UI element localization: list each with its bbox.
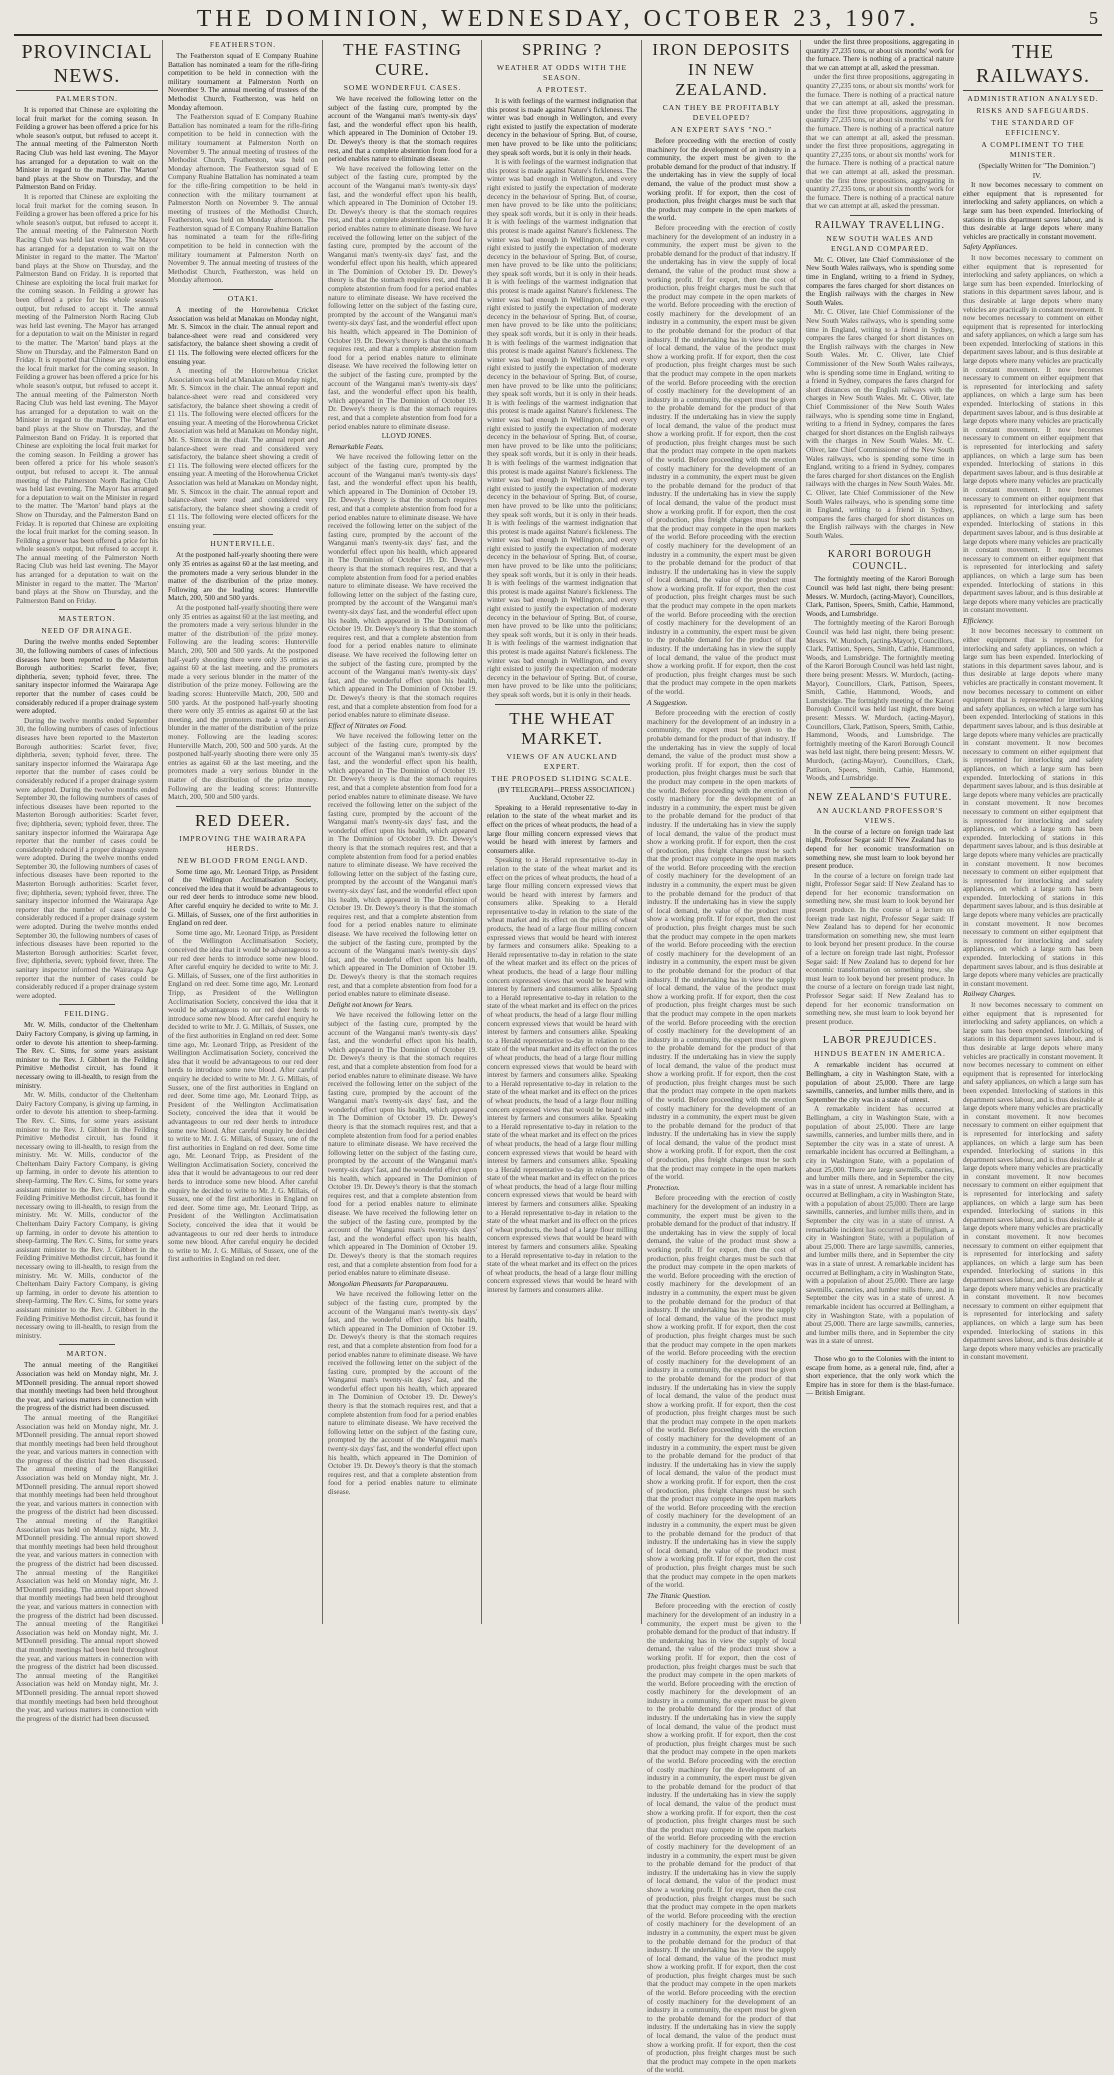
masthead-title: THE DOMINION, WEDNESDAY, OCTOBER 23, 1907. bbox=[196, 5, 920, 32]
article-subheading: NEED OF DRAINAGE. bbox=[41, 626, 133, 636]
column-rule bbox=[800, 40, 801, 1624]
article-text: Before proceeding with the erection of costly machinery for the development of an industry in a community, the expert must be given to the probable demand for the product of that industry. If the undertaking has in view the supply of local demand, the value of the product must show a working profit. If for export, then the cost of production, plus freight charges must be such that the product may compete in the open markets of the world. bbox=[647, 137, 796, 223]
article-text-continued: The fortnightly meeting of the Karori Borough Council was held last night, there being present: Messrs. W. Murdoch, (acting-Mayor), Councillors, Clark, Pattison, Speers, Smith, Cathie, Hammond, Woods, and Lumsbridge. The fortnightly meeting of the Karori Borough Council was held last night, there being present: Messrs. W. Murdoch, (acting-Mayor), Councillors, Clark, Pattison, Speers, Smith, Cathie, Hammond, Woods, and Lumsbridge. The fortnightly meeting of the Karori Borough Council was held last night, there being present: Messrs. W. Murdoch, (acting-Mayor), Councillors, Clark, Pattison, Speers, Smith, Cathie, Hammond, Woods, and Lumsbridge. The fortnightly meeting of the Karori Borough Council was held last night, there being present: Messrs. W. Murdoch, (acting-Mayor), Councillors, Clark, Pattison, Speers, Smith, Cathie, Hammond, Woods, and Lumsbridge. bbox=[806, 619, 954, 783]
article-subheading: NEW BLOOD FROM ENGLAND. bbox=[177, 855, 309, 865]
article-text: under the first three propositions, aggregating in quantity 27,235 tons, or about six months' work for the furnace. There is nothing of a practical nature that we can attempt at all, asked the pressman. bbox=[806, 38, 954, 72]
divider bbox=[850, 787, 909, 788]
article-text-continued: It is reported that Chinese are exploiting the local fruit market for the coming season. In Feilding a grower has been offered a price for his whole season's output, but refused to accept it. The annual meeting of the Palmerston North Racing Club was held last evening. The Mayor has arranged for a deputation to wait on the Minister in regard to the matter. The 'Marton' band plays at the Show on Thursday, and the Palmerston Band on Friday. It is reported that Chinese are exploiting the local fruit market for the coming season. In Feilding a grower has been offered a price for his whole season's output, but refused to accept it. The annual meeting of the Palmerston North Racing Club was held last evening. The Mayor has arranged for a deputation to wait on the Minister in regard to the matter. The 'Marton' band plays at the Show on Thursday, and the Palmerston Band on Friday. It is reported that Chinese are exploiting the local fruit market for the coming season. In Feilding a grower has been offered a price for his whole season's output, but refused to accept it. The annual meeting of the Palmerston North Racing Club was held last evening. The Mayor has arranged for a deputation to wait on the Minister in regard to the matter. The 'Marton' band plays at the Show on Thursday, and the Palmerston Band on Friday. It is reported that Chinese are exploiting the local fruit market for the coming season. In Feilding a grower has been offered a price for his whole season's output, but refused to accept it. The annual meeting of the Palmerston North Racing Club was held last evening. The Mayor has arranged for a deputation to wait on the Minister in regard to the matter. The 'Marton' band plays at the Show on Thursday, and the Palmerston Band on Friday. It is reported that Chinese are exploiting the local fruit market for the coming season. In Feilding a grower has been offered a price for his whole season's output, but refused to accept it. The annual meeting of the Palmerston North Racing Club was held last evening. The Mayor has arranged for a deputation to wait on the Minister in regard to the matter. The 'Marton' band plays at the Show on Thursday, and the Palmerston Band on Friday. bbox=[16, 192, 159, 605]
article-text: At the postponed half-yearly shooting there were only 35 entries as against 60 at the last meeting, and the promoters made a very serious blunder in the matter of the distribution of the prize money. Following are the leading scores: Hunterville Match, 200, 500 and 500 yards. bbox=[168, 551, 318, 603]
article-text: We have received the following letter on the subject of the fasting cure, prompted by the account of the Wanganui man's twenty-six days' fast, and the wonderful effect upon his health, which appeared in The Dominion of October 19. Dr. Dewey's theory is that the stomach requires rest, and that a complete abstention from food for a period enables nature to eliminate disease. bbox=[328, 95, 477, 164]
part-number: IV. bbox=[1032, 171, 1042, 180]
divider bbox=[850, 1350, 909, 1351]
column-rule bbox=[641, 40, 642, 1624]
article-text-continued: Mr. C. Oliver, late Chief Commissioner of the New South Wales railways, who is spending some time in England, writing to a friend in Sydney, compares the fares charged for short distances on the English railways with the charges in New South Wales. Mr. C. Oliver, late Chief Commissioner of the New South Wales railways, who is spending some time in England, writing to a friend in Sydney, compares the fares charged for short distances on the English railways with the charges in New South Wales. Mr. C. Oliver, late Chief Commissioner of the New South Wales railways, who is spending some time in England, writing to a friend in Sydney, compares the fares charged for short distances on the English railways with the charges in New South Wales. Mr. C. Oliver, late Chief Commissioner of the New South Wales railways, who is spending some time in England, writing to a friend in Sydney, compares the fares charged for short distances on the English railways with the charges in New South Wales. Mr. C. Oliver, late Chief Commissioner of the New South Wales railways, who is spending some time in England, writing to a friend in Sydney, compares the fares charged for short distances on the English railways with the charges in New South Wales. bbox=[806, 308, 955, 540]
article-text-continued: Before proceeding with the erection of costly machinery for the development of an industry in a community, the expert must be given to the probable demand for the product of that industry. If the undertaking has in view the supply of local demand, the value of the product must show a working profit. If for export, then the cost of production, plus freight charges must be such that the product may compete in the open markets of the world. Before proceeding with the erection of costly machinery for the development of an industry in a community, the expert must be given to the probable demand for the product of that industry. If the undertaking has in view the supply of local demand, the value of the product must show a working profit. If for export, then the cost of production, plus freight charges must be such that the product may compete in the open markets of the world. Before proceeding with the erection of costly machinery for the development of an industry in a community, the expert must be given to the probable demand for the product of that industry. If the undertaking has in view the supply of local demand, the value of the product must show a working profit. If for export, then the cost of production, plus freight charges must be such that the product may compete in the open markets of the world. Before proceeding with the erection of costly machinery for the development of an industry in a community, the expert must be given to the probable demand for the product of that industry. If the undertaking has in view the supply of local demand, the value of the product must show a working profit. If for export, then the cost of production, plus freight charges must be such that the product may compete in the open markets of the world. Before proceeding with the erection of costly machinery for the development of an industry in a community, the expert must be given to the probable demand for the product of that industry. If the undertaking has in view the supply of local demand, the value of the product must show a working profit. If for export, then the cost of production, plus freight charges must be such that the product may compete in the open markets of the world. Before proceeding with the erection of costly machinery for the development of an industry in a community, the expert must be given to the probable demand for the product of that industry. If the undertaking has in view the supply of local demand, the value of the product must show a working profit. If for export, then the cost of production, plus freight charges must be such that the product may compete in the open markets of the world. bbox=[647, 223, 796, 696]
article-subheading: AN EXPERT SAYS "NO." bbox=[670, 125, 773, 134]
section-subhead: Mongolian Pheasants for Paraparaumu. bbox=[328, 1278, 449, 1288]
byline: (Specially Written for "The Dominion.") bbox=[978, 162, 1096, 170]
article-subheading: SOME WONDERFUL CASES. bbox=[343, 83, 462, 92]
article-heading: PALMERSTON. bbox=[55, 94, 119, 103]
article-text-continued: Before proceeding with the erection of costly machinery for the development of an industry in a community, the expert must be given to the probable demand for the product of that industry. If the undertaking has in view the supply of local demand, the value of the product must show a working profit. If for export, then the cost of production, plus freight charges must be such that the product may compete in the open markets of the world. Before proceeding with the erection of costly machinery for the development of an industry in a community, the expert must be given to the probable demand for the product of that industry. If the undertaking has in view the supply of local demand, the value of the product must show a working profit. If for export, then the cost of production, plus freight charges must be such that the product may compete in the open markets of the world. Before proceeding with the erection of costly machinery for the development of an industry in a community, the expert must be given to the probable demand for the product of that industry. If the undertaking has in view the supply of local demand, the value of the product must show a working profit. If for export, then the cost of production, plus freight charges must be such that the product may compete in the open markets of the world. Before proceeding with the erection of costly machinery for the development of an industry in a community, the expert must be given to the probable demand for the product of that industry. If the undertaking has in view the supply of local demand, the value of the product must show a working profit. If for export, then the cost of production, plus freight charges must be such that the product may compete in the open markets of the world. Before proceeding with the erection of costly machinery for the development of an industry in a community, the expert must be given to the probable demand for the product of that industry. If the undertaking has in view the supply of local demand, the value of the product must show a working profit. If for export, then the cost of production, plus freight charges must be such that the product may compete in the open markets of the world. Before proceeding with the erection of costly machinery for the development of an industry in a community, the expert must be given to the probable demand for the product of that industry. If the undertaking has in view the supply of local demand, the value of the product must show a working profit. If for export, then the cost of production, plus freight charges must be such that the product may compete in the open markets of the world. bbox=[647, 709, 796, 1182]
article-subheading: RISKS AND SAFEGUARDS. bbox=[976, 106, 1090, 115]
article-headline: SPRING ? bbox=[521, 40, 603, 59]
article-text-continued: We have received the following letter on the subject of the fasting cure, prompted by the account of the Wanganui man's twenty-six days' fast, and the wonderful effect upon his health, which appeared in The Dominion of October 19. Dr. Dewey's theory is that the stomach requires rest, and that a complete abstention from food for a period enables nature to eliminate disease. We have received the following letter on the subject of the fasting cure, prompted by the account of the Wanganui man's twenty-six days' fast, and the wonderful effect upon his health, which appeared in The Dominion of October 19. Dr. Dewey's theory is that the stomach requires rest, and that a complete abstention from food for a period enables nature to eliminate disease. We have received the following letter on the subject of the fasting cure, prompted by the account of the Wanganui man's twenty-six days' fast, and the wonderful effect upon his health, which appeared in The Dominion of October 19. Dr. Dewey's theory is that the stomach requires rest, and that a complete abstention from food for a period enables nature to eliminate disease. bbox=[328, 1290, 478, 1496]
article-text-continued: It now becomes necessary to comment on either equipment that is represented for interlocking and safety appliances, on which a large sum has been expended. Interlocking of stations in this department saves labour, and is thus desirable at large depots where many vehicles are practically in constant movement. It now becomes necessary to comment on either equipment that is represented for interlocking and safety appliances, on which a large sum has been expended. Interlocking of stations in this department saves labour, and is thus desirable at large depots where many vehicles are practically in constant movement. It now becomes necessary to comment on either equipment that is represented for interlocking and safety appliances, on which a large sum has been expended. Interlocking of stations in this department saves labour, and is thus desirable at large depots where many vehicles are practically in constant movement. It now becomes necessary to comment on either equipment that is represented for interlocking and safety appliances, on which a large sum has been expended. Interlocking of stations in this department saves labour, and is thus desirable at large depots where many vehicles are practically in constant movement. It now becomes necessary to comment on either equipment that is represented for interlocking and safety appliances, on which a large sum has been expended. Interlocking of stations in this department saves labour, and is thus desirable at large depots where many vehicles are practically in constant movement. It now becomes necessary to comment on either equipment that is represented for interlocking and safety appliances, on which a large sum has been expended. Interlocking of stations in this department saves labour, and is thus desirable at large depots where many vehicles are practically in constant movement. bbox=[963, 253, 1104, 615]
divider bbox=[850, 215, 909, 216]
divider bbox=[213, 534, 273, 535]
column-rule bbox=[322, 40, 323, 1624]
article-text-continued: Speaking to a Herald representative to-day in relation to the state of the wheat market and its effect on the prices of wheat products, the head of a large flour milling concern expressed views that would be heard with interest by farmers and consumers alike. Speaking to a Herald representative to-day in relation to the state of the wheat market and its effect on the prices of wheat products, the head of a large flour milling concern expressed views that would be heard with interest by farmers and consumers alike. Speaking to a Herald representative to-day in relation to the state of the wheat market and its effect on the prices of wheat products, the head of a large flour milling concern expressed views that would be heard with interest by farmers and consumers alike. Speaking to a Herald representative to-day in relation to the state of the wheat market and its effect on the prices of wheat products, the head of a large flour milling concern expressed views that would be heard with interest by farmers and consumers alike. Speaking to a Herald representative to-day in relation to the state of the wheat market and its effect on the prices of wheat products, the head of a large flour milling concern expressed views that would be heard with interest by farmers and consumers alike. Speaking to a Herald representative to-day in relation to the state of the wheat market and its effect on the prices of wheat products, the head of a large flour milling concern expressed views that would be heard with interest by farmers and consumers alike. Speaking to a Herald representative to-day in relation to the state of the wheat market and its effect on the prices of wheat products, the head of a large flour milling concern expressed views that would be heard with interest by farmers and consumers alike. Speaking to a Herald representative to-day in relation to the state of the wheat market and its effect on the prices of wheat products, the head of a large flour milling concern expressed views that would be heard with interest by farmers and consumers alike. Speaking to a Herald representative to-day in relation to the state of the wheat market and its effect on the prices of wheat products, the head of a large flour milling concern expressed views that would be heard with interest by farmers and consumers alike. Speaking to a Herald representative to-day in relation to the state of the wheat market and its effect on the prices of wheat products, the head of a large flour milling concern expressed views that would be heard with interest by farmers and consumers alike. bbox=[487, 856, 637, 1294]
section-subhead: Efficiency. bbox=[963, 615, 994, 625]
article-headline: RED DEER. bbox=[195, 810, 291, 830]
article-text: It now becomes necessary to comment on either equipment that is represented for interlocking and safety appliances, on which a large sum has been expended. Interlocking of stations in this department saves labour, and is thus desirable at large depots where many vehicles are practically in constant movement. bbox=[963, 181, 1103, 241]
article-headline: THE FASTING CURE. bbox=[343, 40, 462, 79]
article-subheading: A PROTEST. bbox=[536, 85, 588, 94]
article-text-continued: The annual meeting of the Rangitikei Association was held on Monday night, Mr. J. M'Donnell presiding. The annual report showed that monthly meetings had been held throughout the year, and various matters in connection with the progress of the district had been discussed. The annual meeting of the Rangitikei Association was held on Monday night, Mr. J. M'Donnell presiding. The annual report showed that monthly meetings had been held throughout the year, and various matters in connection with the progress of the district had been discussed. The annual meeting of the Rangitikei Association was held on Monday night, Mr. J. M'Donnell presiding. The annual report showed that monthly meetings had been held throughout the year, and various matters in connection with the progress of the district had been discussed. The annual meeting of the Rangitikei Association was held on Monday night, Mr. J. M'Donnell presiding. The annual report showed that monthly meetings had been held throughout the year, and various matters in connection with the progress of the district had been discussed. The annual meeting of the Rangitikei Association was held on Monday night, Mr. J. M'Donnell presiding. The annual report showed that monthly meetings had been held throughout the year, and various matters in connection with the progress of the district had been discussed. The annual meeting of the Rangitikei Association was held on Monday night, Mr. J. M'Donnell presiding. The annual report showed that monthly meetings had been held throughout the year, and various matters in connection with the progress of the district had been discussed. bbox=[16, 1413, 158, 1723]
article-text: The Featherston squad of E Company Ruahine Battalion has nominated a team for the rifle-firing competition to be held in connection with the military tournament at Palmerston North on November 9. The annual meeting of trustees of the Methodist Church, Featherston, was held on Monday afternoon. bbox=[168, 52, 318, 112]
column-railways bbox=[963, 38, 1103, 1624]
column-fasting-cure bbox=[328, 38, 477, 1624]
column-rule bbox=[958, 40, 959, 1624]
article-subheading: IMPROVING THE WAIRARAPA HERDS. bbox=[179, 833, 307, 853]
article-heading: OTAKI. bbox=[227, 294, 259, 304]
article-subheading: NEW SOUTH WALES AND ENGLAND COMPARED. bbox=[826, 233, 934, 253]
article-text: Mr. W. Mills, conductor of the Cheltenham Dairy Factory Company, is giving up farming, in order to devote his attention to sheep-farming. The Rev. C. Sims, for some years assistant minister to the Rev. J. Gibbert in the Feilding Primitive Methodist circuit, has found it necessary owing to ill-health, to resign from the ministry. bbox=[16, 1021, 158, 1090]
article-text: A meeting of the Horowhenua Cricket Association was held at Manakau on Monday night, Mr. S. Simcox in the chair. The annual report and balance-sheet were read and considered very satisfactory, the balance sheet showing a credit of £1 11s. The following were elected officers for the ensuing year. bbox=[168, 306, 318, 366]
article-text-continued: A meeting of the Horowhenua Cricket Association was held at Manakau on Monday night, Mr. S. Simcox in the chair. The annual report and balance-sheet were read and considered very satisfactory, the balance sheet showing a credit of £1 11s. The following were elected officers for the ensuing year. A meeting of the Horowhenua Cricket Association was held at Manakau on Monday night, Mr. S. Simcox in the chair. The annual report and balance-sheet were read and considered very satisfactory, the balance sheet showing a credit of £1 11s. The following were elected officers for the ensuing year. A meeting of the Horowhenua Cricket Association was held at Manakau on Monday night, Mr. S. Simcox in the chair. The annual report and balance-sheet were read and considered very satisfactory, the balance sheet showing a credit of £1 11s. The following were elected officers for the ensuing year. bbox=[168, 367, 318, 530]
article-text-continued: We have received the following letter on the subject of the fasting cure, prompted by the account of the Wanganui man's twenty-six days' fast, and the wonderful effect upon his health, which appeared in The Dominion of October 19. Dr. Dewey's theory is that the stomach requires rest, and that a complete abstention from food for a period enables nature to eliminate disease. We have received the following letter on the subject of the fasting cure, prompted by the account of the Wanganui man's twenty-six days' fast, and the wonderful effect upon his health, which appeared in The Dominion of October 19. Dr. Dewey's theory is that the stomach requires rest, and that a complete abstention from food for a period enables nature to eliminate disease. We have received the following letter on the subject of the fasting cure, prompted by the account of the Wanganui man's twenty-six days' fast, and the wonderful effect upon his health, which appeared in The Dominion of October 19. Dr. Dewey's theory is that the stomach requires rest, and that a complete abstention from food for a period enables nature to eliminate disease. We have received the following letter on the subject of the fasting cure, prompted by the account of the Wanganui man's twenty-six days' fast, and the wonderful effect upon his health, which appeared in The Dominion of October 19. Dr. Dewey's theory is that the stomach requires rest, and that a complete abstention from food for a period enables nature to eliminate disease. bbox=[328, 164, 478, 431]
article-text-continued: At the postponed half-yearly shooting there were only 35 entries as against 60 at the last meeting, and the promoters made a very serious blunder in the matter of the distribution of the prize money. Following are the leading scores: Hunterville Match, 200, 500 and 500 yards. At the postponed half-yearly shooting there were only 35 entries as against 60 at the last meeting, and the promoters made a very serious blunder in the matter of the distribution of the prize money. Following are the leading scores: Hunterville Match, 200, 500 and 500 yards. At the postponed half-yearly shooting there were only 35 entries as against 60 at the last meeting, and the promoters made a very serious blunder in the matter of the distribution of the prize money. Following are the leading scores: Hunterville Match, 200, 500 and 500 yards. At the postponed half-yearly shooting there were only 35 entries as against 60 at the last meeting, and the promoters made a very serious blunder in the matter of the distribution of the prize money. Following are the leading scores: Hunterville Match, 200, 500 and 500 yards. bbox=[168, 604, 319, 802]
paper-stain bbox=[240, 600, 300, 640]
divider bbox=[850, 544, 909, 545]
article-text-continued: Before proceeding with the erection of costly machinery for the development of an industry in a community, the expert must be given to the probable demand for the product of that industry. If the undertaking has in view the supply of local demand, the value of the product must show a working profit. If for export, then the cost of production, plus freight charges must be such that the product may compete in the open markets of the world. Before proceeding with the erection of costly machinery for the development of an industry in a community, the expert must be given to the probable demand for the product of that industry. If the undertaking has in view the supply of local demand, the value of the product must show a working profit. If for export, then the cost of production, plus freight charges must be such that the product may compete in the open markets of the world. Before proceeding with the erection of costly machinery for the development of an industry in a community, the expert must be given to the probable demand for the product of that industry. If the undertaking has in view the supply of local demand, the value of the product must show a working profit. If for export, then the cost of production, plus freight charges must be such that the product may compete in the open markets of the world. Before proceeding with the erection of costly machinery for the development of an industry in a community, the expert must be given to the probable demand for the product of that industry. If the undertaking has in view the supply of local demand, the value of the product must show a working profit. If for export, then the cost of production, plus freight charges must be such that the product may compete in the open markets of the world. Before proceeding with the erection of costly machinery for the development of an industry in a community, the expert must be given to the probable demand for the product of that industry. If the undertaking has in view the supply of local demand, the value of the product must show a working profit. If for export, then the cost of production, plus freight charges must be such that the product may compete in the open markets of the world. Before proceeding with the erection of costly machinery for the development of an industry in a community, the expert must be given to the probable demand for the product of that industry. If the undertaking has in view the supply of local demand, the value of the product must show a working profit. If for export, then the cost of production, plus freight charges must be such that the product may compete in the open markets of the world. bbox=[647, 1602, 796, 2075]
article-subheading: AN AUCKLAND PROFESSOR'S VIEWS. bbox=[816, 805, 944, 825]
signature: LLOYD JONES. bbox=[381, 432, 432, 441]
section-subhead: The Titanic Question. bbox=[647, 1590, 711, 1600]
article-text-continued: We have received the following letter on the subject of the fasting cure, prompted by the account of the Wanganui man's twenty-six days' fast, and the wonderful effect upon his health, which appeared in The Dominion of October 19. Dr. Dewey's theory is that the stomach requires rest, and that a complete abstention from food for a period enables nature to eliminate disease. We have received the following letter on the subject of the fasting cure, prompted by the account of the Wanganui man's twenty-six days' fast, and the wonderful effect upon his health, which appeared in The Dominion of October 19. Dr. Dewey's theory is that the stomach requires rest, and that a complete abstention from food for a period enables nature to eliminate disease. We have received the following letter on the subject of the fasting cure, prompted by the account of the Wanganui man's twenty-six days' fast, and the wonderful effect upon his health, which appeared in The Dominion of October 19. Dr. Dewey's theory is that the stomach requires rest, and that a complete abstention from food for a period enables nature to eliminate disease. We have received the following letter on the subject of the fasting cure, prompted by the account of the Wanganui man's twenty-six days' fast, and the wonderful effect upon his health, which appeared in The Dominion of October 19. Dr. Dewey's theory is that the stomach requires rest, and that a complete abstention from food for a period enables nature to eliminate disease. bbox=[328, 453, 478, 720]
article-subheading: VIEWS OF AN AUCKLAND EXPERT. bbox=[506, 751, 618, 771]
article-headline: RAILWAY TRAVELLING. bbox=[815, 219, 945, 231]
article-headline: LABOR PREJUDICES. bbox=[822, 1035, 938, 1047]
article-heading: MARTON. bbox=[66, 1349, 108, 1359]
section-subhead: Protection. bbox=[647, 1182, 680, 1192]
column-provincial-news bbox=[16, 38, 159, 1723]
section-subhead: Railway Charges. bbox=[963, 989, 1016, 999]
article-headline: NEW ZEALAND'S FUTURE. bbox=[807, 791, 953, 803]
section-subhead: Delight not known for Years. bbox=[328, 999, 413, 1009]
section-subhead: Safety Appliances. bbox=[963, 242, 1018, 252]
page-number: 5 bbox=[1089, 8, 1098, 28]
article-heading: FEILDING. bbox=[64, 1009, 110, 1019]
column-rule bbox=[162, 40, 163, 1624]
section-title: PROVINCIAL NEWS. bbox=[16, 40, 158, 91]
article-text: The fortnightly meeting of the Karori Borough Council was held last night, there being present: Messrs. W. Murdoch, (acting-Mayor), Councillors, Clark, Pattison, Speers, Smith, Cathie, Hammond, Woods, and Lumsbridge. bbox=[806, 575, 954, 618]
article-text-continued: The Featherston squad of E Company Ruahine Battalion has nominated a team for the rifle-firing competition to be held in connection with the military tournament at Palmerston North on November 9. The annual meeting of trustees of the Methodist Church, Featherston, was held on Monday afternoon. The Featherston squad of E Company Ruahine Battalion has nominated a team for the rifle-firing competition to be held in connection with the military tournament at Palmerston North on November 9. The annual meeting of trustees of the Methodist Church, Featherston, was held on Monday afternoon. The Featherston squad of E Company Ruahine Battalion has nominated a team for the rifle-firing competition to be held in connection with the military tournament at Palmerston North on November 9. The annual meeting of trustees of the Methodist Church, Featherston, was held on Monday afternoon. bbox=[168, 113, 319, 285]
article-subheading: THE STANDARD OF EFFICIENCY. bbox=[991, 118, 1075, 137]
article-text: The annual meeting of the Rangitikei Association was held on Monday night, Mr. J. M'Donnell presiding. The annual report showed that monthly meetings had been held throughout the year, and various matters in connection with the progress of the district had been discussed. bbox=[16, 1361, 158, 1413]
article-subheading: A COMPLIMENT TO THE MINISTER. bbox=[981, 140, 1085, 159]
article-text: Mr. C. Oliver, late Chief Commissioner of the New South Wales railways, who is spending some time in England, writing to a friend in Sydney, compares the fares charged for short distances on the English railways with the charges in New South Wales. bbox=[806, 255, 954, 307]
column-iron-deposits bbox=[647, 38, 796, 2075]
article-text-continued: In the course of a lecture on foreign trade last night, Professor Segar said: If New Zealand has to depend for her economic transformation on something new, she must learn to look beyond her present produce. In the course of a lecture on foreign trade last night, Professor Segar said: If New Zealand has to depend for her economic transformation on something new, she must learn to look beyond her present produce. In the course of a lecture on foreign trade last night, Professor Segar said: If New Zealand has to depend for her economic transformation on something new, she must learn to look beyond her present produce. In the course of a lecture on foreign trade last night, Professor Segar said: If New Zealand has to depend for her economic transformation on something new, she must learn to look beyond her present produce. bbox=[806, 871, 955, 1026]
section-subhead: Effect of Nitrates on Food. bbox=[328, 720, 408, 730]
article-heading: HUNTERVILLE. bbox=[210, 539, 276, 549]
article-text-continued: It is with feelings of the warmest indignation that this protest is made against Nature's fickleness. The winter was bad enough in Wellington, and every right existed to justify the expectation of moderate decency in the behaviour of Spring. But, of course, men have proved to be like unto the politicians; they speak soft words, but it is only in their heads. It is with feelings of the warmest indignation that this protest is made against Nature's fickleness. The winter was bad enough in Wellington, and every right existed to justify the expectation of moderate decency in the behaviour of Spring. But, of course, men have proved to be like unto the politicians; they speak soft words, but it is only in their heads. It is with feelings of the warmest indignation that this protest is made against Nature's fickleness. The winter was bad enough in Wellington, and every right existed to justify the expectation of moderate decency in the behaviour of Spring. But, of course, men have proved to be like unto the politicians; they speak soft words, but it is only in their heads. It is with feelings of the warmest indignation that this protest is made against Nature's fickleness. The winter was bad enough in Wellington, and every right existed to justify the expectation of moderate decency in the behaviour of Spring. But, of course, men have proved to be like unto the politicians; they speak soft words, but it is only in their heads. It is with feelings of the warmest indignation that this protest is made against Nature's fickleness. The winter was bad enough in Wellington, and every right existed to justify the expectation of moderate decency in the behaviour of Spring. But, of course, men have proved to be like unto the politicians; they speak soft words, but it is only in their heads. It is with feelings of the warmest indignation that this protest is made against Nature's fickleness. The winter was bad enough in Wellington, and every right existed to justify the expectation of moderate decency in the behaviour of Spring. But, of course, men have proved to be like unto the politicians; they speak soft words, but it is only in their heads. It is with feelings of the warmest indignation that this protest is made against Nature's fickleness. The winter was bad enough in Wellington, and every right existed to justify the expectation of moderate decency in the behaviour of Spring. But, of course, men have proved to be like unto the politicians; they speak soft words, but it is only in their heads. It is with feelings of the warmest indignation that this protest is made against Nature's fickleness. The winter was bad enough in Wellington, and every right existed to justify the expectation of moderate decency in the behaviour of Spring. But, of course, men have proved to be like unto the politicians; they speak soft words, but it is only in their heads. It is with feelings of the warmest indignation that this protest is made against Nature's fickleness. The winter was bad enough in Wellington, and every right existed to justify the expectation of moderate decency in the behaviour of Spring. But, of course, men have proved to be like unto the politicians; they speak soft words, but it is only in their heads. bbox=[487, 158, 637, 699]
section-subhead: Remarkable Feats. bbox=[328, 441, 384, 451]
divider bbox=[213, 289, 273, 290]
footer-note: Those who go to the Colonies with the intent to escape from home, as a general rule, find, after a short experience, that the only work which the Empire has in store for them is the blast-furnace. — British Emigrant. bbox=[806, 1354, 954, 1398]
article-text-continued: Some time ago, Mr. Leonard Tripp, as President of the Wellington Acclimatisation Society, conceived the idea that it would be advantageous to our red deer herds to introduce some new blood. After careful enquiry he decided to write to Mr. J. G. Millais, of Sussex, one of the first authorities in England on red deer. Some time ago, Mr. Leonard Tripp, as President of the Wellington Acclimatisation Society, conceived the idea that it would be advantageous to our red deer herds to introduce some new blood. After careful enquiry he decided to write to Mr. J. G. Millais, of Sussex, one of the first authorities in England on red deer. Some time ago, Mr. Leonard Tripp, as President of the Wellington Acclimatisation Society, conceived the idea that it would be advantageous to our red deer herds to introduce some new blood. After careful enquiry he decided to write to Mr. J. G. Millais, of Sussex, one of the first authorities in England on red deer. Some time ago, Mr. Leonard Tripp, as President of the Wellington Acclimatisation Society, conceived the idea that it would be advantageous to our red deer herds to introduce some new blood. After careful enquiry he decided to write to Mr. J. G. Millais, of Sussex, one of the first authorities in England on red deer. Some time ago, Mr. Leonard Tripp, as President of the Wellington Acclimatisation Society, conceived the idea that it would be advantageous to our red deer herds to introduce some new blood. After careful enquiry he decided to write to Mr. J. G. Millais, of Sussex, one of the first authorities in England on red deer. Some time ago, Mr. Leonard Tripp, as President of the Wellington Acclimatisation Society, conceived the idea that it would be advantageous to our red deer herds to introduce some new blood. After careful enquiry he decided to write to Mr. J. G. Millais, of Sussex, one of the first authorities in England on red deer. bbox=[168, 928, 319, 1264]
article-subheading: WEATHER AT ODDS WITH THE SEASON. bbox=[496, 63, 628, 82]
article-text-continued: During the twelve months ended September 30, the following numbers of cases of infectious diseases have been reported to the Masterton Borough authorities: Scarlet fever, five; diphtheria, seven; typhoid fever, three. The sanitary inspector informed the Wairarapa Age reporter that the number of cases could be considerably reduced if a proper drainage system were adopted. During the twelve months ended September 30, the following numbers of cases of infectious diseases have been reported to the Masterton Borough authorities: Scarlet fever, five; diphtheria, seven; typhoid fever, three. The sanitary inspector informed the Wairarapa Age reporter that the number of cases could be considerably reduced if a proper drainage system were adopted. During the twelve months ended September 30, the following numbers of cases of infectious diseases have been reported to the Masterton Borough authorities: Scarlet fever, five; diphtheria, seven; typhoid fever, three. The sanitary inspector informed the Wairarapa Age reporter that the number of cases could be considerably reduced if a proper drainage system were adopted. During the twelve months ended September 30, the following numbers of cases of infectious diseases have been reported to the Masterton Borough authorities: Scarlet fever, five; diphtheria, seven; typhoid fever, three. The sanitary inspector informed the Wairarapa Age reporter that the number of cases could be considerably reduced if a proper drainage system were adopted. bbox=[16, 716, 158, 1000]
divider bbox=[59, 609, 116, 610]
divider bbox=[59, 1004, 116, 1005]
article-headline: THE RAILWAYS. bbox=[963, 40, 1103, 91]
article-text: During the twelve months ended September 30, the following numbers of cases of infectious diseases have been reported to the Masterton Borough authorities: Scarlet fever, five; diphtheria, seven; typhoid fever, three. The sanitary inspector informed the Wairarapa Age reporter that the number of cases could be considerably reduced if a proper drainage system were adopted. bbox=[16, 638, 158, 716]
article-text: A remarkable incident has occurred at Bellingham, a city in Washington State, with a population of about 25,000. There are large sawmills, canneries, and lumber mills there, and in September the city was in a state of unrest. bbox=[806, 1061, 954, 1104]
article-text-continued: A remarkable incident has occurred at Bellingham, a city in Washington State, with a population of about 25,000. There are large sawmills, canneries, and lumber mills there, and in September the city was in a state of unrest. A remarkable incident has occurred at Bellingham, a city in Washington State, with a population of about 25,000. There are large sawmills, canneries, and lumber mills there, and in September the city was in a state of unrest. A remarkable incident has occurred at Bellingham, a city in Washington State, with a population of about 25,000. There are large sawmills, canneries, and lumber mills there, and in September the city was in a state of unrest. A remarkable incident has occurred at Bellingham, a city in Washington State, with a population of about 25,000. There are large sawmills, canneries, and lumber mills there, and in September the city was in a state of unrest. A remarkable incident has occurred at Bellingham, a city in Washington State, with a population of about 25,000. There are large sawmills, canneries, and lumber mills there, and in September the city was in a state of unrest. A remarkable incident has occurred at Bellingham, a city in Washington State, with a population of about 25,000. There are large sawmills, canneries, and lumber mills there, and in September the city was in a state of unrest. bbox=[806, 1105, 955, 1346]
divider bbox=[495, 704, 630, 705]
column-rule bbox=[481, 40, 482, 1624]
article-heading: FEATHERSTON. bbox=[209, 40, 277, 49]
masthead bbox=[14, 4, 1102, 36]
column-spring-wheat bbox=[487, 38, 637, 1624]
article-text: In the course of a lecture on foreign trade last night, Professor Segar said: If New Zealand has to depend for her economic transformation on something new, she must learn to look beyond her present produce. bbox=[806, 827, 954, 871]
article-text-continued: It now becomes necessary to comment on either equipment that is represented for interlocking and safety appliances, on which a large sum has been expended. Interlocking of stations in this department saves labour, and is thus desirable at large depots where many vehicles are practically in constant movement. It now becomes necessary to comment on either equipment that is represented for interlocking and safety appliances, on which a large sum has been expended. Interlocking of stations in this department saves labour, and is thus desirable at large depots where many vehicles are practically in constant movement. It now becomes necessary to comment on either equipment that is represented for interlocking and safety appliances, on which a large sum has been expended. Interlocking of stations in this department saves labour, and is thus desirable at large depots where many vehicles are practically in constant movement. It now becomes necessary to comment on either equipment that is represented for interlocking and safety appliances, on which a large sum has been expended. Interlocking of stations in this department saves labour, and is thus desirable at large depots where many vehicles are practically in constant movement. It now becomes necessary to comment on either equipment that is represented for interlocking and safety appliances, on which a large sum has been expended. Interlocking of stations in this department saves labour, and is thus desirable at large depots where many vehicles are practically in constant movement. It now becomes necessary to comment on either equipment that is represented for interlocking and safety appliances, on which a large sum has been expended. Interlocking of stations in this department saves labour, and is thus desirable at large depots where many vehicles are practically in constant movement. bbox=[963, 1001, 1104, 1362]
article-text: It is with feelings of the warmest indignation that this protest is made against Nature's fickleness. The winter was bad enough in Wellington, and every right existed to justify the expectation of moderate decency in the behaviour of Spring. But, of course, men have proved to be like unto the politicians; they speak soft words, but it is only in their heads. bbox=[487, 97, 637, 157]
article-subheading: HINDUS BEATEN IN AMERICA. bbox=[814, 1049, 946, 1059]
article-text-continued: We have received the following letter on the subject of the fasting cure, prompted by the account of the Wanganui man's twenty-six days' fast, and the wonderful effect upon his health, which appeared in The Dominion of October 19. Dr. Dewey's theory is that the stomach requires rest, and that a complete abstention from food for a period enables nature to eliminate disease. We have received the following letter on the subject of the fasting cure, prompted by the account of the Wanganui man's twenty-six days' fast, and the wonderful effect upon his health, which appeared in The Dominion of October 19. Dr. Dewey's theory is that the stomach requires rest, and that a complete abstention from food for a period enables nature to eliminate disease. We have received the following letter on the subject of the fasting cure, prompted by the account of the Wanganui man's twenty-six days' fast, and the wonderful effect upon his health, which appeared in The Dominion of October 19. Dr. Dewey's theory is that the stomach requires rest, and that a complete abstention from food for a period enables nature to eliminate disease. We have received the following letter on the subject of the fasting cure, prompted by the account of the Wanganui man's twenty-six days' fast, and the wonderful effect upon his health, which appeared in The Dominion of October 19. Dr. Dewey's theory is that the stomach requires rest, and that a complete abstention from food for a period enables nature to eliminate disease. bbox=[328, 732, 478, 999]
article-headline: IRON DEPOSITS IN NEW ZEALAND. bbox=[652, 40, 791, 99]
column-misc bbox=[806, 38, 954, 1624]
article-text-continued: We have received the following letter on the subject of the fasting cure, prompted by the account of the Wanganui man's twenty-six days' fast, and the wonderful effect upon his health, which appeared in The Dominion of October 19. Dr. Dewey's theory is that the stomach requires rest, and that a complete abstention from food for a period enables nature to eliminate disease. We have received the following letter on the subject of the fasting cure, prompted by the account of the Wanganui man's twenty-six days' fast, and the wonderful effect upon his health, which appeared in The Dominion of October 19. Dr. Dewey's theory is that the stomach requires rest, and that a complete abstention from food for a period enables nature to eliminate disease. We have received the following letter on the subject of the fasting cure, prompted by the account of the Wanganui man's twenty-six days' fast, and the wonderful effect upon his health, which appeared in The Dominion of October 19. Dr. Dewey's theory is that the stomach requires rest, and that a complete abstention from food for a period enables nature to eliminate disease. We have received the following letter on the subject of the fasting cure, prompted by the account of the Wanganui man's twenty-six days' fast, and the wonderful effect upon his health, which appeared in The Dominion of October 19. Dr. Dewey's theory is that the stomach requires rest, and that a complete abstention from food for a period enables nature to eliminate disease. bbox=[328, 1011, 478, 1278]
divider bbox=[176, 806, 311, 807]
article-heading: MASTERTON. bbox=[58, 614, 116, 624]
article-text: Speaking to a Herald representative to-day in relation to the state of the wheat market and its effect on the prices of wheat products, the head of a large flour milling concern expressed views that would be heard with interest by farmers and consumers alike. bbox=[487, 803, 637, 855]
article-headline: KARORI BOROUGH COUNCIL. bbox=[827, 549, 933, 573]
paper-stain bbox=[860, 1200, 940, 1250]
article-text: Some time ago, Mr. Leonard Tripp, as President of the Wellington Acclimatisation Society, conceived the idea that it would be advantageous to our red deer herds to introduce some new blood. After careful enquiry he decided to write to Mr. J. G. Millais, of Sussex, one of the first authorities in England on red deer. bbox=[168, 867, 318, 928]
section-subhead: A Suggestion. bbox=[647, 697, 688, 707]
article-text-continued: under the first three propositions, aggregating in quantity 27,235 tons, or about six months' work for the furnace. There is nothing of a practical nature that we can attempt at all, asked the pressman. under the first three propositions, aggregating in quantity 27,235 tons, or about six months' work for the furnace. There is nothing of a practical nature that we can attempt at all, asked the pressman. under the first three propositions, aggregating in quantity 27,235 tons, or about six months' work for the furnace. There is nothing of a practical nature that we can attempt at all, asked the pressman. under the first three propositions, aggregating in quantity 27,235 tons, or about six months' work for the furnace. There is nothing of a practical nature that we can attempt at all, asked the pressman. bbox=[806, 73, 954, 211]
article-subheading: CAN THEY BE PROFITABLY DEVELOPED? bbox=[662, 103, 781, 122]
divider bbox=[59, 1344, 116, 1345]
divider bbox=[850, 1030, 909, 1031]
byline: (BY TELEGRAPH—PRESS ASSOCIATION.) Auckland, October 22. bbox=[497, 785, 635, 803]
article-text-continued: Mr. W. Mills, conductor of the Cheltenham Dairy Factory Company, is giving up farming, in order to devote his attention to sheep-farming. The Rev. C. Sims, for some years assistant minister to the Rev. J. Gibbert in the Feilding Primitive Methodist circuit, has found it necessary owing to ill-health, to resign from the ministry. Mr. W. Mills, conductor of the Cheltenham Dairy Factory Company, is giving up farming, in order to devote his attention to sheep-farming. The Rev. C. Sims, for some years assistant minister to the Rev. J. Gibbert in the Feilding Primitive Methodist circuit, has found it necessary owing to ill-health, to resign from the ministry. Mr. W. Mills, conductor of the Cheltenham Dairy Factory Company, is giving up farming, in order to devote his attention to sheep-farming. The Rev. C. Sims, for some years assistant minister to the Rev. J. Gibbert in the Feilding Primitive Methodist circuit, has found it necessary owing to ill-health, to resign from the ministry. Mr. W. Mills, conductor of the Cheltenham Dairy Factory Company, is giving up farming, in order to devote his attention to sheep-farming. The Rev. C. Sims, for some years assistant minister to the Rev. J. Gibbert in the Feilding Primitive Methodist circuit, has found it necessary owing to ill-health, to resign from the ministry. bbox=[16, 1091, 158, 1340]
article-text-continued: Before proceeding with the erection of costly machinery for the development of an industry in a community, the expert must be given to the probable demand for the product of that industry. If the undertaking has in view the supply of local demand, the value of the product must show a working profit. If for export, then the cost of production, plus freight charges must be such that the product may compete in the open markets of the world. Before proceeding with the erection of costly machinery for the development of an industry in a community, the expert must be given to the probable demand for the product of that industry. If the undertaking has in view the supply of local demand, the value of the product must show a working profit. If for export, then the cost of production, plus freight charges must be such that the product may compete in the open markets of the world. Before proceeding with the erection of costly machinery for the development of an industry in a community, the expert must be given to the probable demand for the product of that industry. If the undertaking has in view the supply of local demand, the value of the product must show a working profit. If for export, then the cost of production, plus freight charges must be such that the product may compete in the open markets of the world. Before proceeding with the erection of costly machinery for the development of an industry in a community, the expert must be given to the probable demand for the product of that industry. If the undertaking has in view the supply of local demand, the value of the product must show a working profit. If for export, then the cost of production, plus freight charges must be such that the product may compete in the open markets of the world. Before proceeding with the erection of costly machinery for the development of an industry in a community, the expert must be given to the probable demand for the product of that industry. If the undertaking has in view the supply of local demand, the value of the product must show a working profit. If for export, then the cost of production, plus freight charges must be such that the product may compete in the open markets of the world. bbox=[647, 1194, 796, 1590]
column-local-news bbox=[168, 38, 318, 1624]
article-text-continued: It now becomes necessary to comment on either equipment that is represented for interlocking and safety appliances, on which a large sum has been expended. Interlocking of stations in this department saves labour, and is thus desirable at large depots where many vehicles are practically in constant movement. It now becomes necessary to comment on either equipment that is represented for interlocking and safety appliances, on which a large sum has been expended. Interlocking of stations in this department saves labour, and is thus desirable at large depots where many vehicles are practically in constant movement. It now becomes necessary to comment on either equipment that is represented for interlocking and safety appliances, on which a large sum has been expended. Interlocking of stations in this department saves labour, and is thus desirable at large depots where many vehicles are practically in constant movement. It now becomes necessary to comment on either equipment that is represented for interlocking and safety appliances, on which a large sum has been expended. Interlocking of stations in this department saves labour, and is thus desirable at large depots where many vehicles are practically in constant movement. It now becomes necessary to comment on either equipment that is represented for interlocking and safety appliances, on which a large sum has been expended. Interlocking of stations in this department saves labour, and is thus desirable at large depots where many vehicles are practically in constant movement. It now becomes necessary to comment on either equipment that is represented for interlocking and safety appliances, on which a large sum has been expended. Interlocking of stations in this department saves labour, and is thus desirable at large depots where many vehicles are practically in constant movement. bbox=[963, 627, 1104, 988]
article-subheading: ADMINISTRATION ANALYSED. bbox=[967, 94, 1099, 103]
article-subheading: THE PROPOSED SLIDING SCALE. bbox=[491, 773, 633, 783]
article-text: It is reported that Chinese are exploiting the local fruit market for the coming season. In Feilding a grower has been offered a price for his whole season's output, but refused to accept it. The annual meeting of the Palmerston North Racing Club was held last evening. The Mayor has arranged for a deputation to wait on the Minister in regard to the matter. The 'Marton' band plays at the Show on Thursday, and the Palmerston Band on Friday. bbox=[16, 106, 158, 192]
article-headline: THE WHEAT MARKET. bbox=[509, 708, 615, 748]
